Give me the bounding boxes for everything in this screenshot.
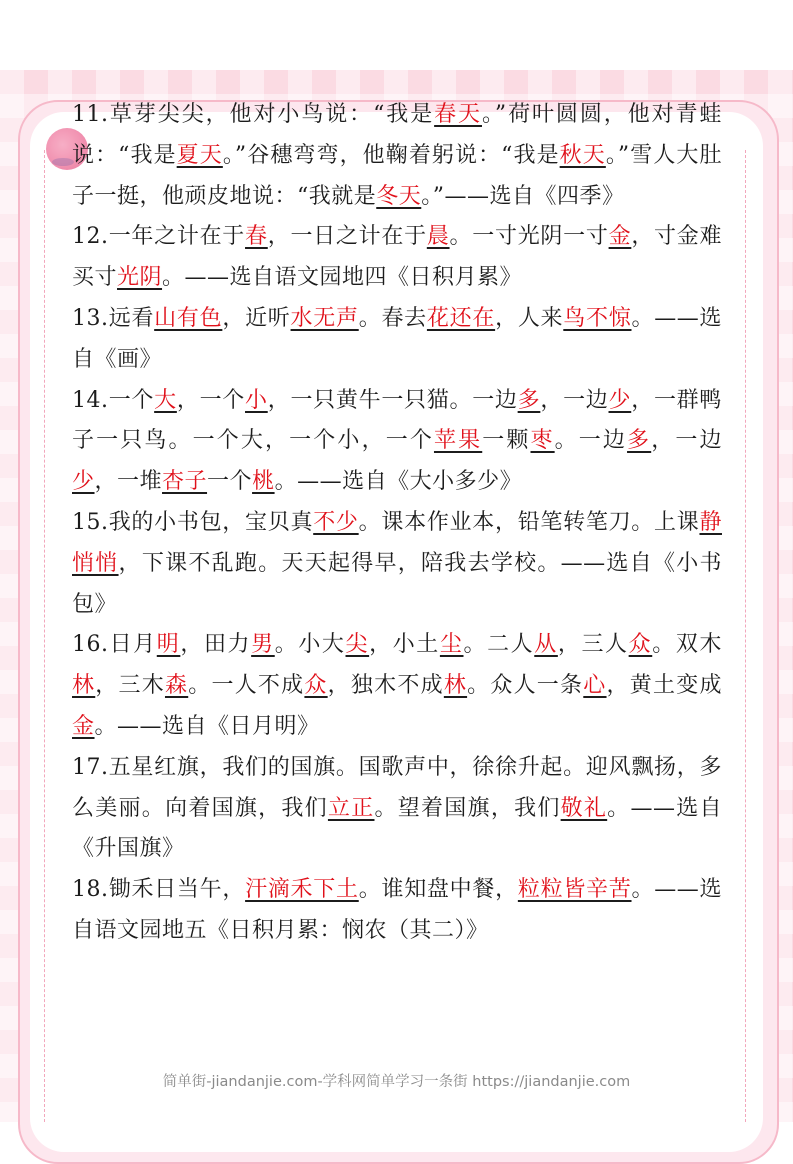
recitation-item xyxy=(72,748,722,870)
answer-blank: 敬礼 xyxy=(560,795,608,821)
text-segment: 17.五星红旗，我们的国旗。国歌声中，徐徐升起。迎风飘扬，多么美丽。向着国旗，我们 xyxy=(72,754,722,821)
text-segment: 。——选自《升国旗》 xyxy=(72,795,722,862)
answer-blank: 苹果 xyxy=(433,428,483,454)
text-segment: 。一边 xyxy=(554,428,628,454)
text-segment: ，独木不成 xyxy=(327,673,444,699)
text-segment: 。小大 xyxy=(274,632,346,658)
text-segment: 。”雪人大肚子一挺，他顽皮地说：“我就是 xyxy=(72,142,722,209)
text-segment: ，下课不乱跑。天天起得早，陪我去学校。——选自《小书包》 xyxy=(72,550,722,617)
text-segment: ，小土 xyxy=(369,632,440,658)
answer-blank: 立正 xyxy=(327,795,375,821)
text-segment: ，近听 xyxy=(222,305,291,331)
recitation-item xyxy=(72,503,722,625)
answer-blank: 大 xyxy=(154,387,177,413)
text-segment: 一颗 xyxy=(482,428,531,454)
answer-blank: 少 xyxy=(72,469,95,495)
answer-blank: 众 xyxy=(304,673,328,699)
text-segment: 。”——选自《四季》 xyxy=(421,183,625,209)
answer-blank: 鸟不惊 xyxy=(563,305,632,331)
text-segment: ，三木 xyxy=(95,673,165,699)
answer-blank: 多 xyxy=(517,387,541,413)
text-segment: ，一日之计在于 xyxy=(267,224,427,250)
recitation-item xyxy=(72,870,722,952)
recitation-item xyxy=(72,95,722,217)
text-segment: 。课本作业本，铅笔转笔刀。上课 xyxy=(358,509,700,535)
answer-blank: 林 xyxy=(72,673,96,699)
text-segment: ，一群鸭子一只鸟。一个大，一个小，一个 xyxy=(72,387,722,454)
recitation-item xyxy=(72,625,722,747)
answer-blank: 金 xyxy=(72,713,95,739)
answer-blank: 晨 xyxy=(426,224,450,250)
text-segment: ，一个 xyxy=(176,387,246,413)
text-segment: 。”荷叶圆圆，他对青蛙说：“我是 xyxy=(72,102,722,168)
answer-blank: 从 xyxy=(534,632,558,658)
answer-blank: 秋天 xyxy=(559,142,606,168)
answer-blank: 春 xyxy=(245,224,268,250)
text-segment: 。一人不成 xyxy=(188,673,305,699)
text-segment: ，一边 xyxy=(540,387,609,413)
text-segment: 16.日月 xyxy=(72,632,157,658)
answer-blank: 光阴 xyxy=(117,265,163,291)
answer-blank: 山有色 xyxy=(154,305,223,331)
text-segment: 。一寸光阴一寸 xyxy=(449,224,609,250)
answer-blank: 尘 xyxy=(439,632,464,658)
recitation-item xyxy=(72,299,722,381)
text-segment: ，人来 xyxy=(495,305,564,331)
answer-blank: 男 xyxy=(251,632,275,658)
recitation-item xyxy=(72,217,722,299)
answer-blank: 春天 xyxy=(434,102,482,127)
text-segment: 15.我的小书包，宝贝真 xyxy=(72,509,314,535)
footer-source-text: 简单街-jiandanjie.com-学科网简单学习一条街 https://jiandanjie.com xyxy=(162,1074,631,1090)
text-segment: 18.锄禾日当午， xyxy=(72,877,246,903)
answer-blank: 不少 xyxy=(313,509,359,535)
answer-blank: 少 xyxy=(608,387,632,413)
answer-blank: 林 xyxy=(443,673,468,699)
answer-blank: 粒粒皆辛苦 xyxy=(517,877,632,903)
text-segment: 。众人一条 xyxy=(467,673,584,699)
text-segment: 13.远看 xyxy=(72,305,155,331)
answer-blank: 花还在 xyxy=(426,305,496,331)
answer-blank: 汗滴禾下土 xyxy=(245,877,359,903)
text-segment: 。双木 xyxy=(652,632,722,658)
answer-blank: 明 xyxy=(156,632,181,658)
answer-blank: 尖 xyxy=(345,632,370,658)
text-segment: 一个 xyxy=(207,469,253,495)
text-segment: 。”谷穗弯弯，他鞠着躬说：“我是 xyxy=(222,142,560,168)
answer-blank: 小 xyxy=(245,387,268,413)
text-segment: 。——选自语文园地四《日积月累》 xyxy=(162,265,523,291)
answer-blank: 冬天 xyxy=(376,183,422,209)
text-segment: 。——选自《画》 xyxy=(72,305,722,372)
text-segment: 11.草芽尖尖，他对小鸟说：“我是 xyxy=(72,102,435,127)
text-segment: 。望着国旗，我们 xyxy=(374,795,561,821)
text-segment: 。谁知盘中餐， xyxy=(358,877,518,903)
text-segment: 。二人 xyxy=(463,632,535,658)
answer-blank: 多 xyxy=(627,428,652,454)
answer-blank: 森 xyxy=(164,673,189,699)
text-segment: ，寸金难买寸 xyxy=(72,224,722,291)
text-segment: 。春去 xyxy=(358,305,427,331)
text-segment: 。——选自《日月明》 xyxy=(94,713,320,739)
answer-blank: 水无声 xyxy=(290,305,359,331)
answer-blank: 众 xyxy=(628,632,653,658)
dashed-border-right xyxy=(745,150,746,1122)
answer-blank: 静悄悄 xyxy=(72,509,722,576)
text-segment: 。——选自语文园地五《日积月累：悯农（其二）》 xyxy=(72,877,722,943)
answer-blank: 枣 xyxy=(530,428,555,454)
answer-blank: 夏天 xyxy=(176,142,223,168)
text-segment: ，田力 xyxy=(180,632,252,658)
dashed-border-left xyxy=(44,150,45,1122)
text-segment: 12.一年之计在于 xyxy=(72,224,246,250)
recitation-item xyxy=(72,381,722,503)
text-segment: ，一边 xyxy=(651,428,722,454)
recitation-list xyxy=(72,95,722,952)
text-segment: 14.一个 xyxy=(72,387,155,413)
answer-blank: 桃 xyxy=(252,469,275,495)
text-segment: ，一堆 xyxy=(94,469,163,495)
answer-blank: 心 xyxy=(583,673,607,699)
answer-blank: 金 xyxy=(608,224,632,250)
text-segment: ，黄土变成 xyxy=(606,673,722,699)
text-segment: 。——选自《大小多少》 xyxy=(274,469,523,495)
answer-blank: 杏子 xyxy=(162,469,208,495)
text-segment: ，一只黄牛一只猫。一边 xyxy=(267,387,518,413)
text-segment: ，三人 xyxy=(557,632,629,658)
